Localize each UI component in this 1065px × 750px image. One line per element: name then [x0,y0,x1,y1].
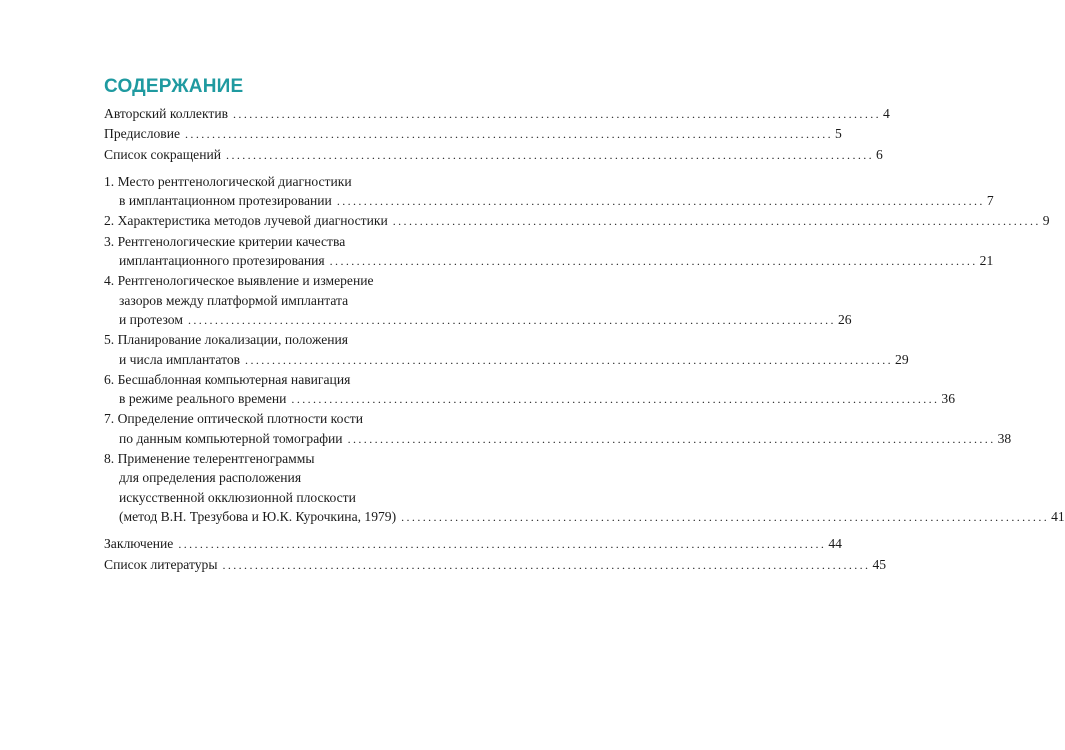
dot-leader: ........................................................................................................................ [336,194,985,209]
toc-entry-title-continued: в имплантационном протезировании [119,193,332,209]
toc-entry-title-continued: зазоров между платформой имплантата [119,292,349,308]
toc-entry-title-continued: и числа имплантатов [119,351,241,367]
toc-entry-references [104,555,887,575]
dot-leader: ........................................................................................................................ [329,254,978,269]
dot-leader: ........................................................................................................................ [291,392,940,407]
dot-leader: ........................................................................................................................ [222,557,871,572]
toc-entry-title: Список сокращений [104,146,222,162]
toc-page-number: 29 [895,351,909,367]
toc-page-number: 26 [837,311,852,327]
toc-page-number: 21 [979,253,994,269]
toc-entry-chapter-4 [104,271,852,330]
toc-entry-title: 2. Характеристика методов лучевой диагностики [104,213,388,229]
toc-entry-title: 1. Место рентгенологической диагностики [104,173,352,189]
toc-entry-title: Список литературы [104,556,218,572]
toc-entry-title: 7. Определение оптической плотности кости [104,411,363,427]
dot-leader: ........................................................................................................................ [185,127,834,142]
toc-entry-title: Авторский коллектив [104,106,229,121]
toc-entry-title-continued: (метод В.Н. Трезубова и Ю.К. Курочкина, 1979) [119,508,397,524]
toc-entry-chapter-1 [104,172,994,212]
toc-entry-title: 8. Применение телерентгенограммы [104,451,315,467]
toc-entry-chapter-2 [104,211,1050,231]
toc-page-number: 41 [1051,508,1065,524]
dot-leader: ........................................................................................................................ [245,352,894,367]
toc-page-number: 38 [997,430,1012,446]
toc-entry-title: 3. Рентгенологические критерии качества [104,233,346,249]
dot-leader: ........................................................................................................................ [226,147,875,162]
toc-entry-title-continued: имплантационного протезирования [119,253,325,269]
toc-entry-title-continued: для определения расположения [119,470,302,486]
toc-entry-chapter-5 [104,330,909,370]
toc-entry-authors [104,104,890,124]
toc-entry-title-continued: по данным компьютерной томографии [119,430,343,446]
dot-leader: ........................................................................................................................ [401,509,1050,524]
toc-entry-conclusion [104,534,842,554]
toc-page-number: 4 [883,106,890,121]
dot-leader: ........................................................................................................................ [187,312,836,327]
toc-entry-title-continued: и протезом [119,311,183,327]
toc-page-number: 45 [872,556,887,572]
toc-entry-title: 4. Рентгенологическое выявление и измерение [104,273,374,289]
toc-entry-abbreviations [104,145,883,165]
dot-leader: ........................................................................................................................ [178,537,827,552]
toc-entry-title-continued: искусственной окклюзионной плоскости [119,489,356,505]
toc-heading: СОДЕРЖАНИЕ [104,76,244,97]
toc-entry-title: 6. Бесшаблонная компьютерная навигация [104,371,351,387]
dot-leader: ........................................................................................................................ [347,431,996,446]
toc-entry-chapter-3 [104,232,994,272]
toc-entry-preface [104,124,842,144]
toc-page-number: 7 [986,193,994,209]
table-of-contents [104,104,1065,575]
toc-page-number: 5 [835,126,842,142]
toc-page-number: 44 [828,536,842,552]
toc-entry-chapter-6 [104,370,956,410]
toc-entry-title: Заключение [104,536,174,552]
toc-page-number: 36 [941,391,956,407]
dot-leader: ........................................................................................................................ [233,107,882,121]
toc-entry-title: Предисловие [104,126,181,142]
toc-entry-chapter-8 [104,449,1065,527]
toc-entry-title-continued: в режиме реального времени [119,391,287,407]
toc-page-number: 9 [1042,213,1050,229]
toc-entry-title: 5. Планирование локализации, положения [104,332,349,348]
toc-entry-chapter-7 [104,409,1012,449]
dot-leader: ........................................................................................................................ [392,214,1041,229]
toc-page-number: 6 [876,146,883,162]
